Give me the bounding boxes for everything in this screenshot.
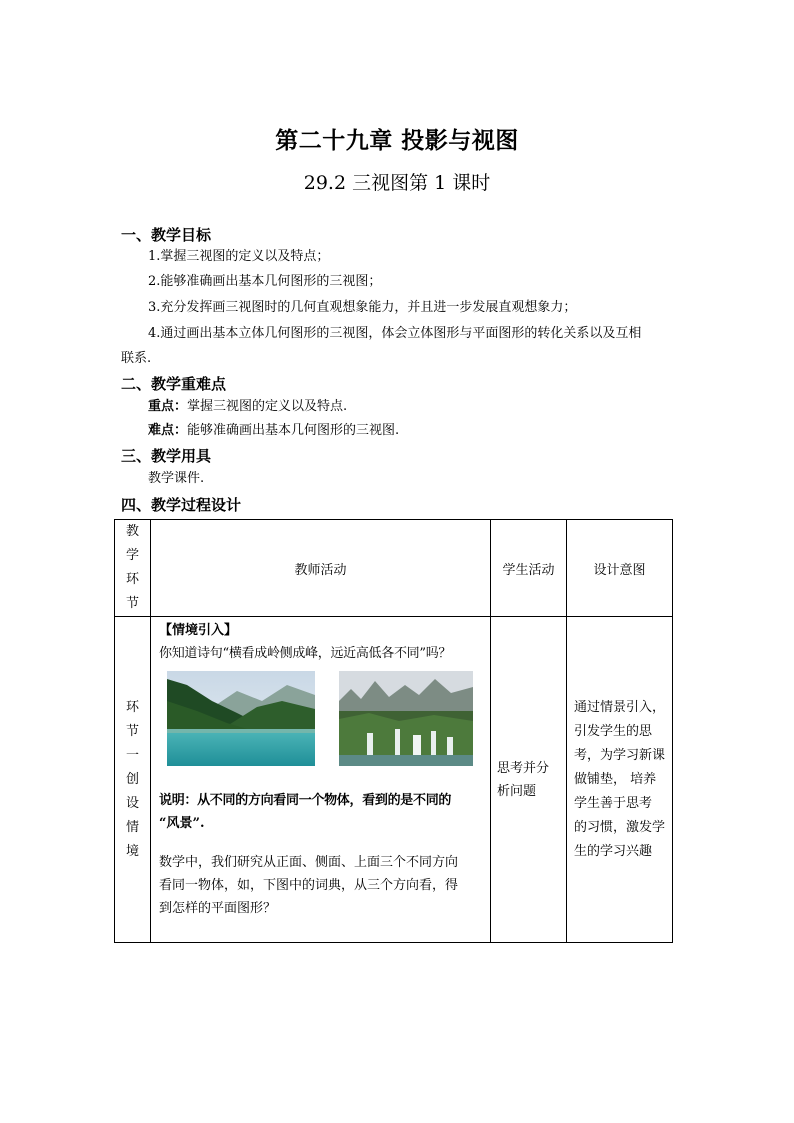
student-line-2: 析问题 — [497, 783, 537, 799]
intent-line: 生的学习兴趣 — [574, 843, 653, 859]
intent-line: 的习惯，激发学 — [574, 819, 666, 835]
intent-line: 做铺垫， 培养 — [574, 771, 657, 787]
paragraph-line-2: 看同一物体，如，下图中的词典，从三个方向看，得 — [159, 878, 459, 893]
row1-stage-char: 设 — [125, 795, 139, 811]
goal-item-2: 2.能够准确画出基本几何图形的三视图； — [148, 274, 382, 289]
row1-teacher-activity — [151, 617, 491, 943]
intent-line: 引发学生的思 — [574, 723, 653, 739]
note-line-1: 说明：从不同的方向看同一个物体，看到的是不同的 — [159, 793, 452, 808]
scenery-photos — [159, 671, 483, 775]
poem-question: 你知道诗句“横看成岭侧成峰，远近高低各不同”吗？ — [159, 646, 452, 661]
section-keypoints-heading: 二、教学重难点 — [121, 375, 227, 393]
section-tools-heading: 三、教学用具 — [121, 447, 212, 465]
difficult-point-label: 难点： — [148, 423, 188, 438]
goal-item-3: 3.充分发挥画三视图时的几何直观想象能力，并且进一步发展直观想象力； — [148, 300, 577, 315]
waterfall-photo — [339, 671, 473, 766]
header-stage — [115, 520, 151, 617]
row1-stage-char: 节 — [125, 723, 139, 739]
student-line-1: 思考并分 — [497, 760, 550, 776]
row1-student-activity — [491, 617, 567, 943]
lesson-title: 29.2 三视图第 1 课时 — [303, 172, 491, 194]
intro-label: 【情境引入】 — [159, 623, 238, 638]
note-line-2: “风景”. — [159, 816, 205, 831]
header-stage-char: 节 — [125, 596, 139, 611]
tools-text: 教学课件. — [148, 471, 205, 486]
row1-stage-char: 创 — [125, 771, 139, 787]
intent-line: 考，为学习新课 — [574, 747, 666, 763]
chapter-title: 第二十九章 投影与视图 — [275, 127, 519, 154]
paragraph-line-1: 数学中，我们研究从正面、侧面、上面三个不同方向 — [159, 855, 459, 870]
goal-item-4: 4.通过画出基本立体几何图形的三视图，体会立体图形与平面图形的转化关系以及互相 — [148, 326, 642, 341]
row1-design-intent — [567, 617, 673, 943]
difficult-point-text: 能够准确画出基本几何图形的三视图. — [187, 423, 400, 438]
header-stage-char: 教 — [125, 524, 139, 539]
mountain-lake-photo — [167, 671, 315, 766]
table-header-row — [115, 520, 673, 617]
key-point-text: 掌握三视图的定义以及特点. — [187, 399, 348, 414]
row1-stage-char: 境 — [125, 843, 139, 859]
section-process-heading: 四、教学过程设计 — [121, 496, 242, 514]
key-point-line — [148, 398, 347, 416]
row1-stage-char: 环 — [125, 699, 139, 715]
row1-stage — [115, 617, 151, 943]
intent-line: 学生善于思考 — [574, 795, 653, 811]
header-student-activity: 学生活动 — [491, 520, 567, 617]
header-teacher-activity: 教师活动 — [151, 520, 491, 617]
section-goals-heading: 一、教学目标 — [121, 226, 212, 244]
intent-line: 通过情景引入， — [574, 699, 666, 715]
goal-item-1: 1.掌握三视图的定义以及特点； — [148, 249, 330, 264]
paragraph-line-3: 到怎样的平面图形？ — [159, 901, 277, 916]
header-stage-char: 学 — [125, 548, 139, 563]
row1-stage-char: 情 — [125, 819, 139, 835]
header-design-intent: 设计意图 — [567, 520, 673, 617]
key-point-label: 重点： — [148, 399, 188, 414]
header-stage-char: 环 — [125, 572, 139, 587]
goal-item-4-continued: 联系. — [121, 351, 152, 366]
process-table — [114, 519, 673, 943]
table-row — [115, 617, 673, 943]
difficult-point-line — [148, 422, 399, 440]
row1-stage-char: 一 — [125, 747, 139, 763]
